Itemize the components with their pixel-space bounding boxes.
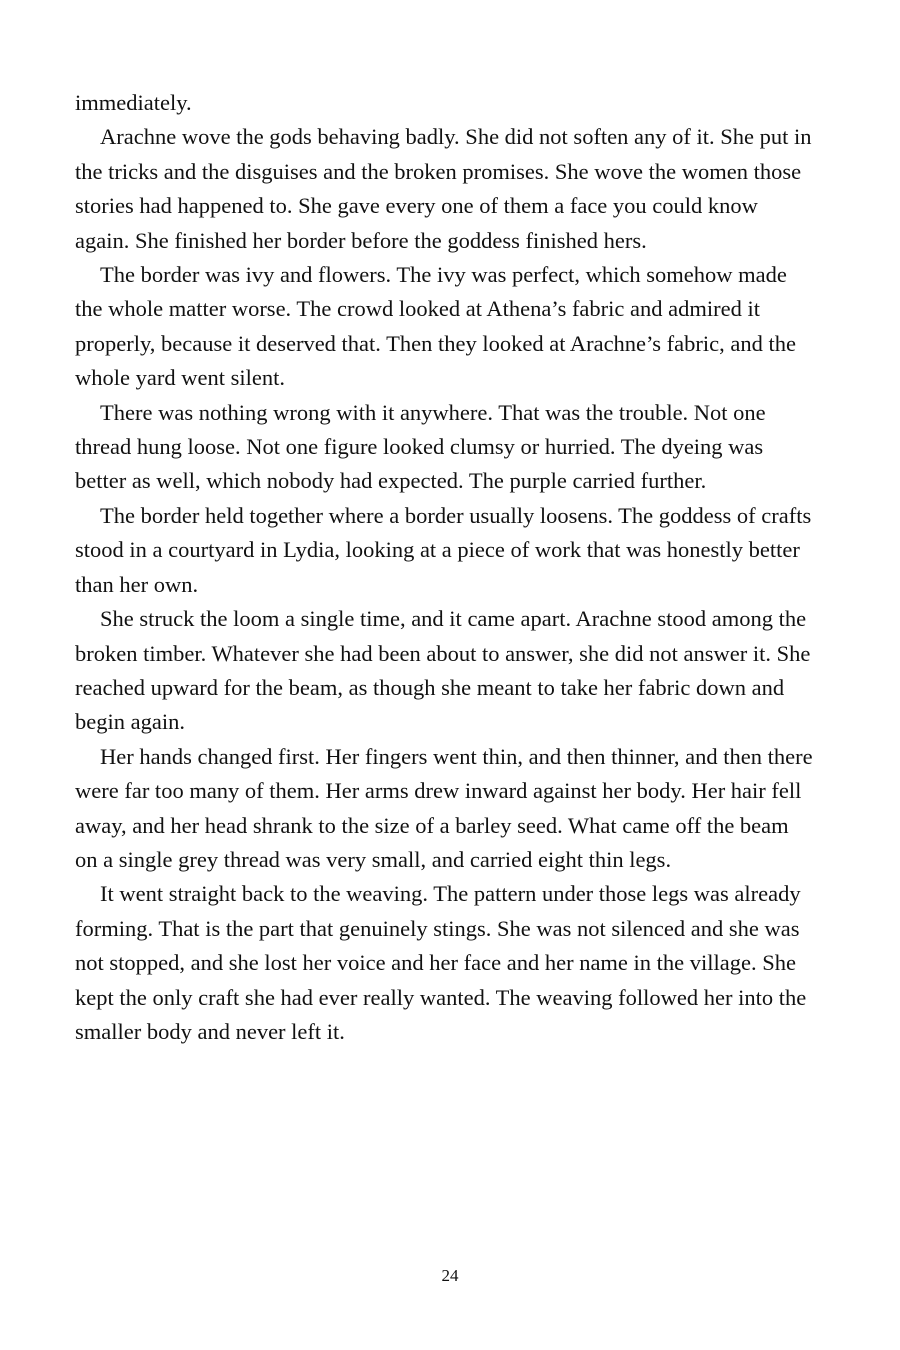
paragraph: The border held together where a border usually loosens. The goddess of crafts stood in a courtyard in Lydia, looking at a piece of work that was honestly better than her own. <box>75 502 812 597</box>
body-text <box>75 86 815 1049</box>
paragraph: There was nothing wrong with it anywhere. That was the trouble. Not one thread hung loose. Not one figure looked clumsy or hurried. The dyeing was better as well, which nobody had expected. The purple carried further. <box>75 399 766 494</box>
paragraph: Her hands changed first. Her fingers went thin, and then thinner, and then there were far too many of them. Her arms drew inward against her body. Her hair fell away, and her head shrank to the size of a barley seed. What came off the beam on a single grey thread was very small, and carried eight thin legs. <box>75 743 813 872</box>
paragraph: The border was ivy and flowers. The ivy was perfect, which somehow made the whole matter worse. The crowd looked at Athena’s fabric and admired it properly, because it deserved that. Then they looked at Arachne’s fabric, and the whole yard went silent. <box>75 262 796 391</box>
paragraph: She struck the loom a single time, and it came apart. Arachne stood among the broken timber. Whatever she had been about to answer, she did not answer it. She reached upward for the beam, as though she meant to take her fabric down and begin again. <box>75 606 811 735</box>
page-number: 24 <box>441 1266 459 1285</box>
paragraph: It went straight back to the weaving. The pattern under those legs was already forming. That is the part that genuinely stings. She was not silenced and she was not stopped, and she lost her voice and her face and her name in the village. She kept the only craft she had ever really wanted. The weaving followed her into the smaller body and never left it. <box>75 881 807 1044</box>
paragraph-continuation: immediately. <box>75 90 192 115</box>
paragraph: Arachne wove the gods behaving badly. She did not soften any of it. She put in the tricks and the disguises and the broken promises. She wove the women those stories had happened to. She gave every one of them a face you could know again. She finished her border before the goddess finished hers. <box>75 124 812 253</box>
